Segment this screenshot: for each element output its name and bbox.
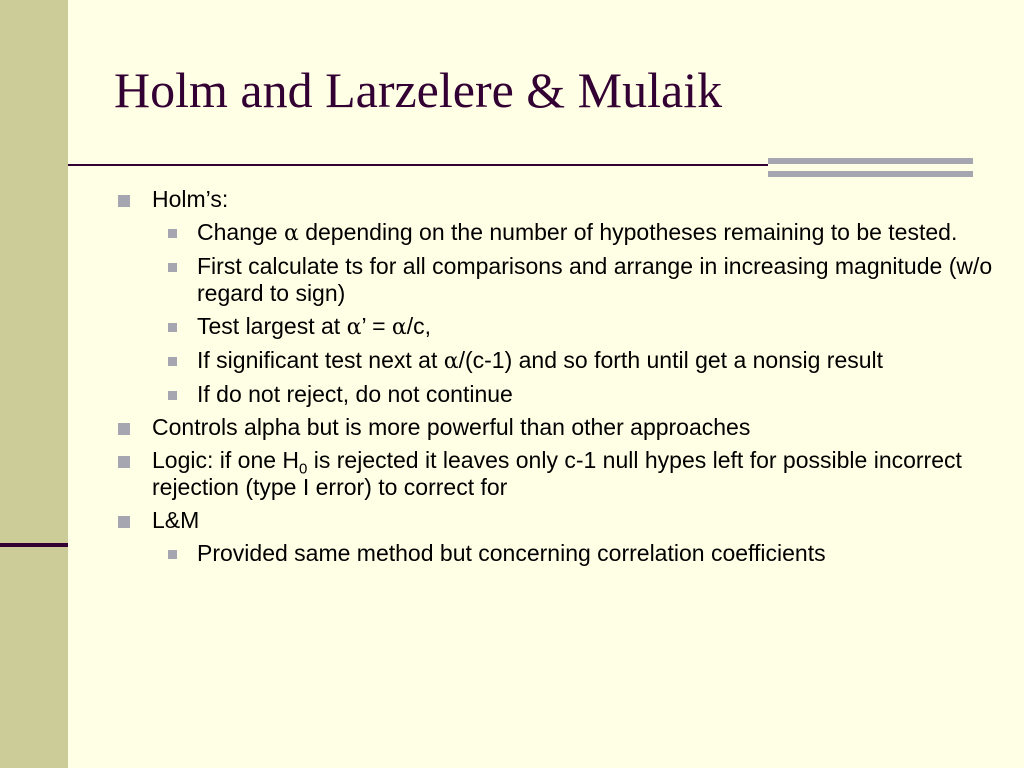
text-run: Controls alpha but is more powerful than other approaches: [152, 414, 751, 440]
bullet-list: [114, 180, 994, 567]
text-run: First calculate ts for all comparisons and arrange in increasing magnitude (w/o regard to sign): [197, 253, 993, 306]
text-run: is rejected it leaves only c-1 null hypes left for possible incorrect rejection (type I error) to correct for: [152, 447, 962, 500]
bullet-text: [197, 347, 883, 373]
bullet-text: [152, 414, 750, 440]
sub-bullet-item: [114, 219, 994, 247]
bullet-text: [197, 313, 431, 339]
square-bullet-icon: [118, 456, 130, 468]
text-run: depending on the number of hypotheses remaining to be tested.: [298, 219, 958, 245]
square-bullet-icon: [168, 229, 177, 238]
subscript: 0: [299, 460, 308, 478]
bullet-item: [114, 414, 994, 441]
text-run: Logic: if one H: [152, 447, 300, 473]
square-bullet-icon: [118, 423, 130, 435]
bullet-text: [152, 447, 962, 500]
text-run: Holm’s:: [152, 186, 229, 212]
bullet-text: [197, 219, 957, 245]
bullet-text: [197, 253, 992, 306]
square-bullet-icon: [168, 550, 177, 559]
square-bullet-icon: [118, 516, 130, 528]
decorative-bar-gap: [768, 164, 973, 171]
bullet-item: [114, 507, 994, 534]
text-run: /(c-1) and so forth until get a nonsig result: [458, 347, 884, 373]
title-underline-rule: [68, 164, 768, 166]
bullet-item: [114, 186, 994, 213]
text-run: Change: [197, 219, 284, 245]
square-bullet-icon: [168, 263, 177, 272]
sub-bullet-item: [114, 381, 994, 408]
bullet-text: [197, 381, 513, 407]
bullet-text: [197, 540, 826, 566]
square-bullet-icon: [168, 391, 177, 400]
alpha-symbol: α: [283, 221, 299, 246]
alpha-symbol: α: [346, 315, 362, 340]
text-run: Test largest at: [197, 313, 347, 339]
left-sidebar-band: [0, 0, 68, 768]
bullet-text: [152, 186, 228, 212]
square-bullet-icon: [168, 323, 177, 332]
text-run: L&M: [152, 507, 200, 533]
text-run: ’ =: [361, 313, 392, 339]
slide-title: Holm and Larzelere & Mulaik: [114, 62, 723, 118]
text-run: /c,: [406, 313, 432, 339]
alpha-symbol: α: [391, 315, 407, 340]
decorative-bar-bottom: [768, 171, 973, 177]
sub-bullet-item: [114, 253, 994, 307]
sidebar-accent-rule: [0, 543, 68, 547]
text-run: If significant test next at: [197, 347, 444, 373]
text-run: If do not reject, do not continue: [197, 381, 513, 407]
bullet-text: [152, 507, 199, 533]
sub-bullet-item: [114, 347, 994, 375]
square-bullet-icon: [168, 357, 177, 366]
square-bullet-icon: [118, 195, 130, 207]
sub-bullet-item: [114, 540, 994, 567]
text-run: Provided same method but concerning correlation coefficients: [197, 540, 826, 566]
sub-bullet-item: [114, 313, 994, 341]
alpha-symbol: α: [443, 349, 459, 374]
bullet-item: [114, 447, 994, 501]
